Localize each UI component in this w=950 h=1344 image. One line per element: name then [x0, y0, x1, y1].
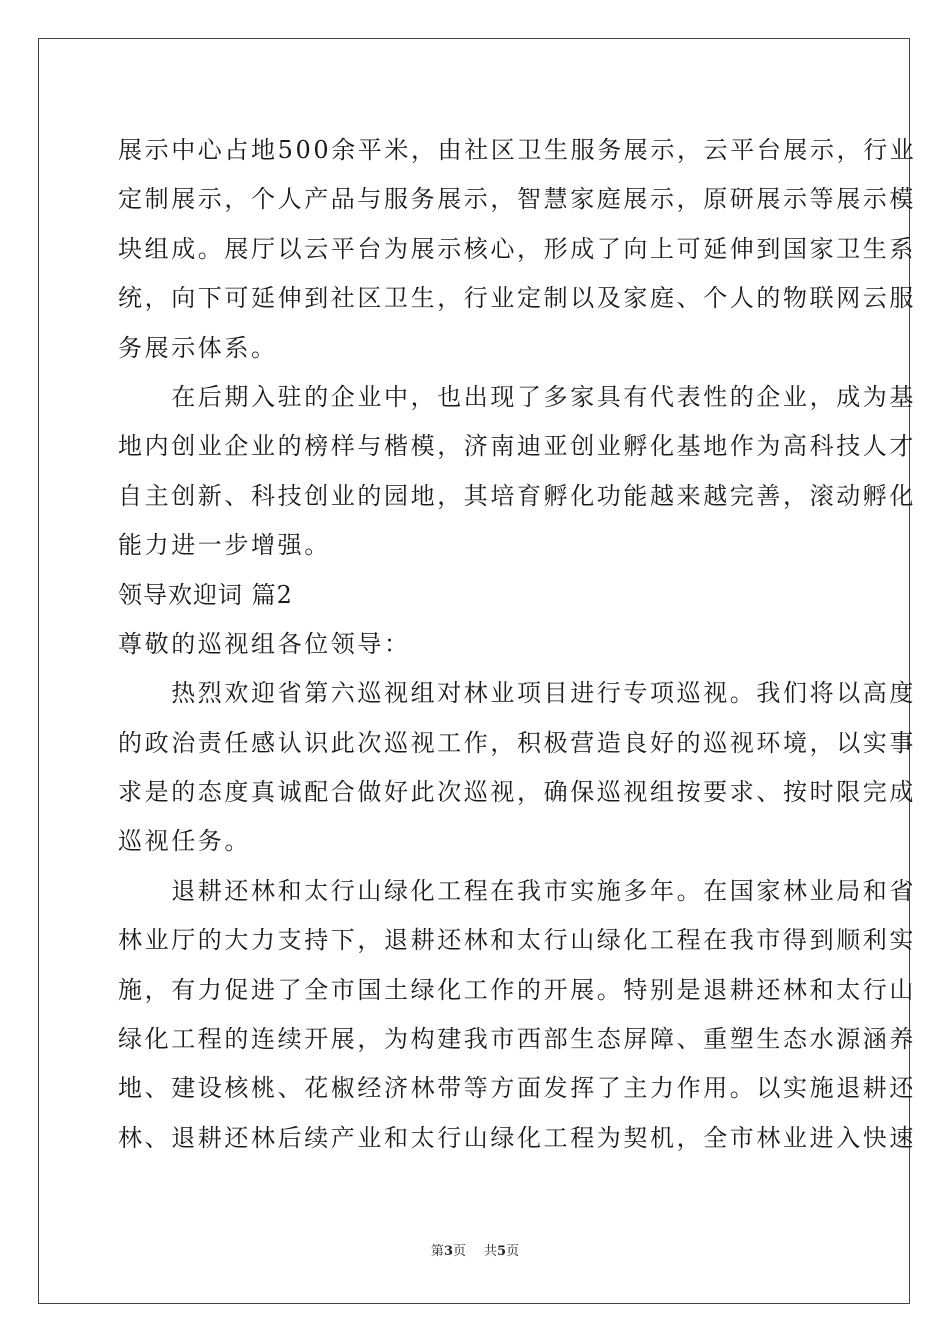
text-line: 块组成。展厅以云平台为展示核心，形成了向上可延伸到国家卫生系 [118, 234, 916, 263]
text-line: 绿化工程的连续开展，为构建我市西部生态屏障、重塑生态水源涵养 [118, 1025, 916, 1054]
text-line: 统，向下可延伸到社区卫生，行业定制以及家庭、个人的物联网云服 [118, 284, 916, 313]
document-body [118, 126, 917, 1163]
text-line: 林业厅的大力支持下，退耕还林和太行山绿化工程在我市得到顺利实 [118, 926, 916, 955]
text-line: 退耕还林和太行山绿化工程在我市实施多年。在国家林业局和省 [118, 876, 916, 905]
total-prefix: 共 [484, 1244, 498, 1259]
text-line: 热烈欢迎省第六巡视组对林业项目进行专项巡视。我们将以高度 [118, 679, 916, 708]
text-line: 的政治责任感认识此次巡视工作，积极营造良好的巡视环境，以实事 [118, 728, 916, 757]
text-line: 展示中心占地500余平米，由社区卫生服务展示，云平台展示，行业 [118, 136, 917, 164]
text-line: 务展示体系。 [118, 333, 278, 362]
text-line: 定制展示，个人产品与服务展示，智慧家庭展示，原研展示等展示模 [118, 185, 916, 214]
text-line: 地、建设核桃、花椒经济林带等方面发挥了主力作用。以实施退耕还 [118, 1074, 916, 1103]
text-line: 林、退耕还林后续产业和太行山绿化工程为契机，全市林业进入快速 [118, 1123, 916, 1152]
page-footer [0, 1240, 950, 1259]
page-current: 3 [443, 1244, 453, 1259]
page-unit: 页 [452, 1244, 466, 1259]
text-line: 巡视任务。 [118, 827, 251, 856]
text-line: 施，有力促进了全市国土绿化工作的开展。特别是退耕还林和太行山 [118, 975, 916, 1004]
text-line: 求是的态度真诚配合做好此次巡视，确保巡视组按要求、按时限完成 [118, 778, 916, 807]
total-unit: 页 [506, 1244, 520, 1259]
text-line: 自主创新、科技创业的园地，其培育孵化功能越来越完善，滚动孵化 [118, 481, 916, 510]
section-heading: 领导欢迎词 篇2 [118, 580, 293, 609]
page-total: 5 [497, 1244, 507, 1259]
salutation: 尊敬的巡视组各位领导： [118, 629, 411, 658]
text-line: 能力进一步增强。 [118, 531, 331, 560]
page-prefix: 第 [430, 1244, 444, 1259]
text-line: 在后期入驻的企业中，也出现了多家具有代表性的企业，成为基 [118, 382, 916, 411]
text-line: 地内创业企业的榜样与楷模，济南迪亚创业孵化基地作为高科技人才 [118, 432, 916, 461]
